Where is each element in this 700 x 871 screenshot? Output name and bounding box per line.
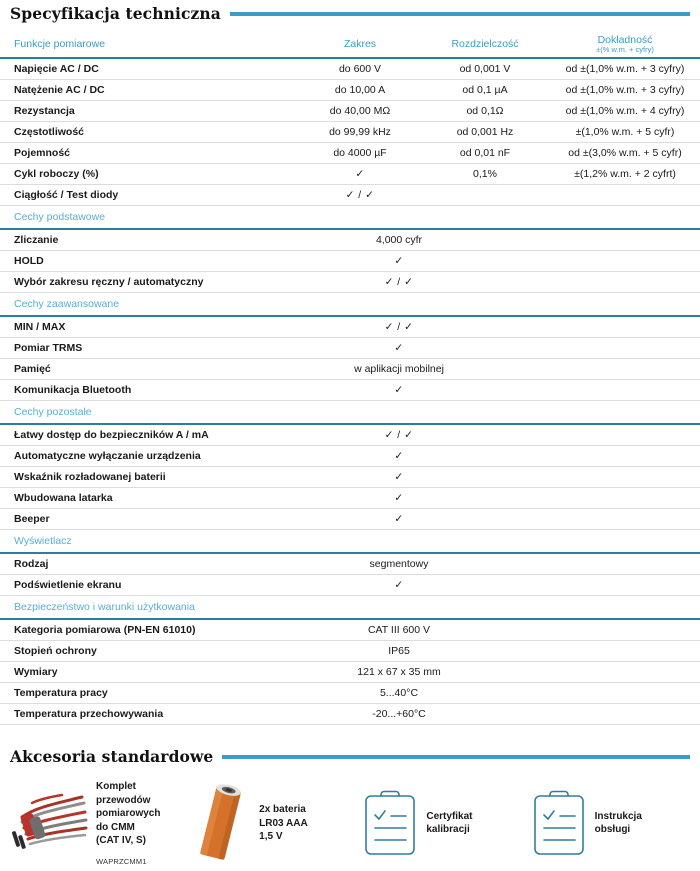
table-row: [0, 641, 700, 662]
table-row: [0, 575, 700, 596]
spec-section-rule: [230, 12, 690, 16]
row-label: Napięcie AC / DC: [0, 58, 300, 80]
spec-section-header: [0, 0, 700, 23]
row-accuracy: od ±(1,0% w.m. + 3 cyfry): [550, 58, 700, 80]
accessories-list: [0, 766, 700, 867]
row-label: Temperatura przechowywania: [0, 704, 300, 725]
row-label: Natężenie AC / DC: [0, 80, 300, 101]
row-accuracy: od ±(3,0% w.m. + 5 cyfr): [550, 143, 700, 164]
accessory-label: 2x bateria LR03 AAA 1,5 V: [259, 804, 308, 843]
row-value: IP65: [300, 641, 700, 662]
accessories-section-header: [0, 747, 700, 766]
row-label: Pojemność: [0, 143, 300, 164]
table-row: [0, 662, 700, 683]
row-value: ✓: [300, 251, 700, 272]
table-row: [0, 424, 700, 446]
table-row: [0, 488, 700, 509]
table-row: [0, 122, 700, 143]
row-label: Rodzaj: [0, 553, 300, 575]
table-row: [0, 467, 700, 488]
clipboard-check-icon: [362, 789, 418, 857]
table-row: [0, 229, 700, 251]
row-label: Kategoria pomiarowa (PN-EN 61010): [0, 619, 300, 641]
clipboard-check-icon: [531, 789, 587, 857]
row-value: 121 x 67 x 35 mm: [300, 662, 700, 683]
table-row: [0, 164, 700, 185]
table-row: [0, 251, 700, 272]
row-value: -20...+60°C: [300, 704, 700, 725]
table-row: [0, 446, 700, 467]
row-label: Wbudowana latarka: [0, 488, 300, 509]
table-row: [0, 58, 700, 80]
accessory-label: Instrukcja obsługi: [594, 810, 642, 836]
row-label: Temperatura pracy: [0, 683, 300, 704]
row-label: Beeper: [0, 509, 300, 530]
table-row: [0, 316, 700, 338]
table-group-header: [0, 401, 700, 425]
table-group-header: [0, 596, 700, 620]
row-label: Cykl roboczy (%): [0, 164, 300, 185]
row-value: segmentowy: [300, 553, 700, 575]
column-header-accuracy-sub: ±(% w.m. + cyfry): [596, 44, 654, 54]
specification-table-body: [0, 58, 700, 725]
table-row: [0, 338, 700, 359]
row-range: ✓ / ✓: [300, 185, 420, 206]
row-value: w aplikacji mobilnej: [300, 359, 700, 380]
column-header-accuracy-main: Dokładność: [597, 33, 653, 46]
row-label: Wybór zakresu ręczny / automatyczny: [0, 272, 300, 293]
row-resolution: od 0,001 V: [420, 58, 550, 80]
row-resolution: od 0,01 nF: [420, 143, 550, 164]
table-row: [0, 683, 700, 704]
row-label: Częstotliwość: [0, 122, 300, 143]
group-header-label: Cechy pozostałe: [0, 401, 700, 425]
aaa-battery-icon: [189, 780, 251, 866]
row-range: do 4000 µF: [300, 143, 420, 164]
row-resolution: 0,1%: [420, 164, 550, 185]
table-row: [0, 272, 700, 293]
row-value: ✓: [300, 446, 700, 467]
row-accuracy: od ±(1,0% w.m. + 4 cyfry): [550, 101, 700, 122]
row-label: MIN / MAX: [0, 316, 300, 338]
table-row: [0, 553, 700, 575]
spec-section-title: Specyfikacja techniczna: [10, 4, 221, 23]
row-value: ✓: [300, 467, 700, 488]
column-header-resolution: Rozdzielczość: [420, 31, 550, 58]
accessory-code: WAPRZCMM1: [96, 856, 147, 866]
table-row: [0, 101, 700, 122]
row-value: ✓: [300, 575, 700, 596]
row-label: Wymiary: [0, 662, 300, 683]
column-header-range: Zakres: [300, 31, 420, 58]
row-accuracy: ±(1,0% w.m. + 5 cyfr): [550, 122, 700, 143]
row-range: do 10,00 A: [300, 80, 420, 101]
accessory-item: [6, 780, 189, 867]
row-range: do 99,99 kHz: [300, 122, 420, 143]
accessories-section-rule: [222, 755, 690, 759]
accessory-item: [362, 789, 530, 857]
row-label: Stopień ochrony: [0, 641, 300, 662]
row-label: Rezystancja: [0, 101, 300, 122]
table-group-header: [0, 293, 700, 317]
row-value: ✓: [300, 338, 700, 359]
row-label: Komunikacja Bluetooth: [0, 380, 300, 401]
accessory-label: Komplet przewodów pomiarowych do CMM (CAT IV, S) WAPRZCMM1: [96, 781, 161, 866]
accessory-item: [531, 789, 694, 857]
row-label: Pamięć: [0, 359, 300, 380]
table-row: [0, 359, 700, 380]
group-header-label: Wyświetlacz: [0, 530, 700, 554]
group-header-label: Cechy zaawansowane: [0, 293, 700, 317]
table-row: [0, 509, 700, 530]
row-range: do 40,00 MΩ: [300, 101, 420, 122]
table-header-row: [0, 31, 700, 58]
row-accuracy: od ±(1,0% w.m. + 3 cyfry): [550, 80, 700, 101]
accessory-label: Certyfikat kalibracji: [426, 810, 473, 836]
table-row: [0, 619, 700, 641]
table-row: [0, 380, 700, 401]
row-label: HOLD: [0, 251, 300, 272]
row-value: ✓: [300, 488, 700, 509]
row-resolution: od 0,1 µA: [420, 80, 550, 101]
test-leads-icon: [6, 787, 88, 859]
row-range: ✓: [300, 164, 420, 185]
table-row: [0, 704, 700, 725]
row-accuracy: ±(1,2% w.m. + 2 cyfrt): [550, 164, 700, 185]
row-label: Wskaźnik rozładowanej baterii: [0, 467, 300, 488]
row-value: ✓ / ✓: [300, 272, 700, 293]
accessories-section-title: Akcesoria standardowe: [10, 747, 214, 766]
table-row: [0, 80, 700, 101]
row-resolution: od 0,1Ω: [420, 101, 550, 122]
row-label: Łatwy dostęp do bezpieczników A / mA: [0, 424, 300, 446]
row-label: Pomiar TRMS: [0, 338, 300, 359]
specification-table: [0, 31, 700, 725]
table-row: [0, 143, 700, 164]
row-label: Ciągłość / Test diody: [0, 185, 300, 206]
row-value: 4,000 cyfr: [300, 229, 700, 251]
group-header-label: Bezpieczeństwo i warunki użytkowania: [0, 596, 700, 620]
column-header-name: Funkcje pomiarowe: [0, 31, 300, 58]
accessory-item: [189, 780, 362, 866]
row-value: ✓ / ✓: [300, 316, 700, 338]
row-value: CAT III 600 V: [300, 619, 700, 641]
table-row: [0, 185, 700, 206]
row-range: do 600 V: [300, 58, 420, 80]
table-group-header: [0, 530, 700, 554]
row-label: Automatyczne wyłączanie urządzenia: [0, 446, 300, 467]
row-label: Podświetlenie ekranu: [0, 575, 300, 596]
row-value: 5...40°C: [300, 683, 700, 704]
row-resolution: od 0,001 Hz: [420, 122, 550, 143]
row-value: ✓: [300, 509, 700, 530]
row-value: ✓ / ✓: [300, 424, 700, 446]
row-value: ✓: [300, 380, 700, 401]
row-accuracy: [550, 185, 700, 206]
group-header-label: Cechy podstawowe: [0, 206, 700, 230]
column-header-accuracy: [550, 31, 700, 58]
row-resolution: [420, 185, 550, 206]
table-group-header: [0, 206, 700, 230]
row-label: Zliczanie: [0, 229, 300, 251]
